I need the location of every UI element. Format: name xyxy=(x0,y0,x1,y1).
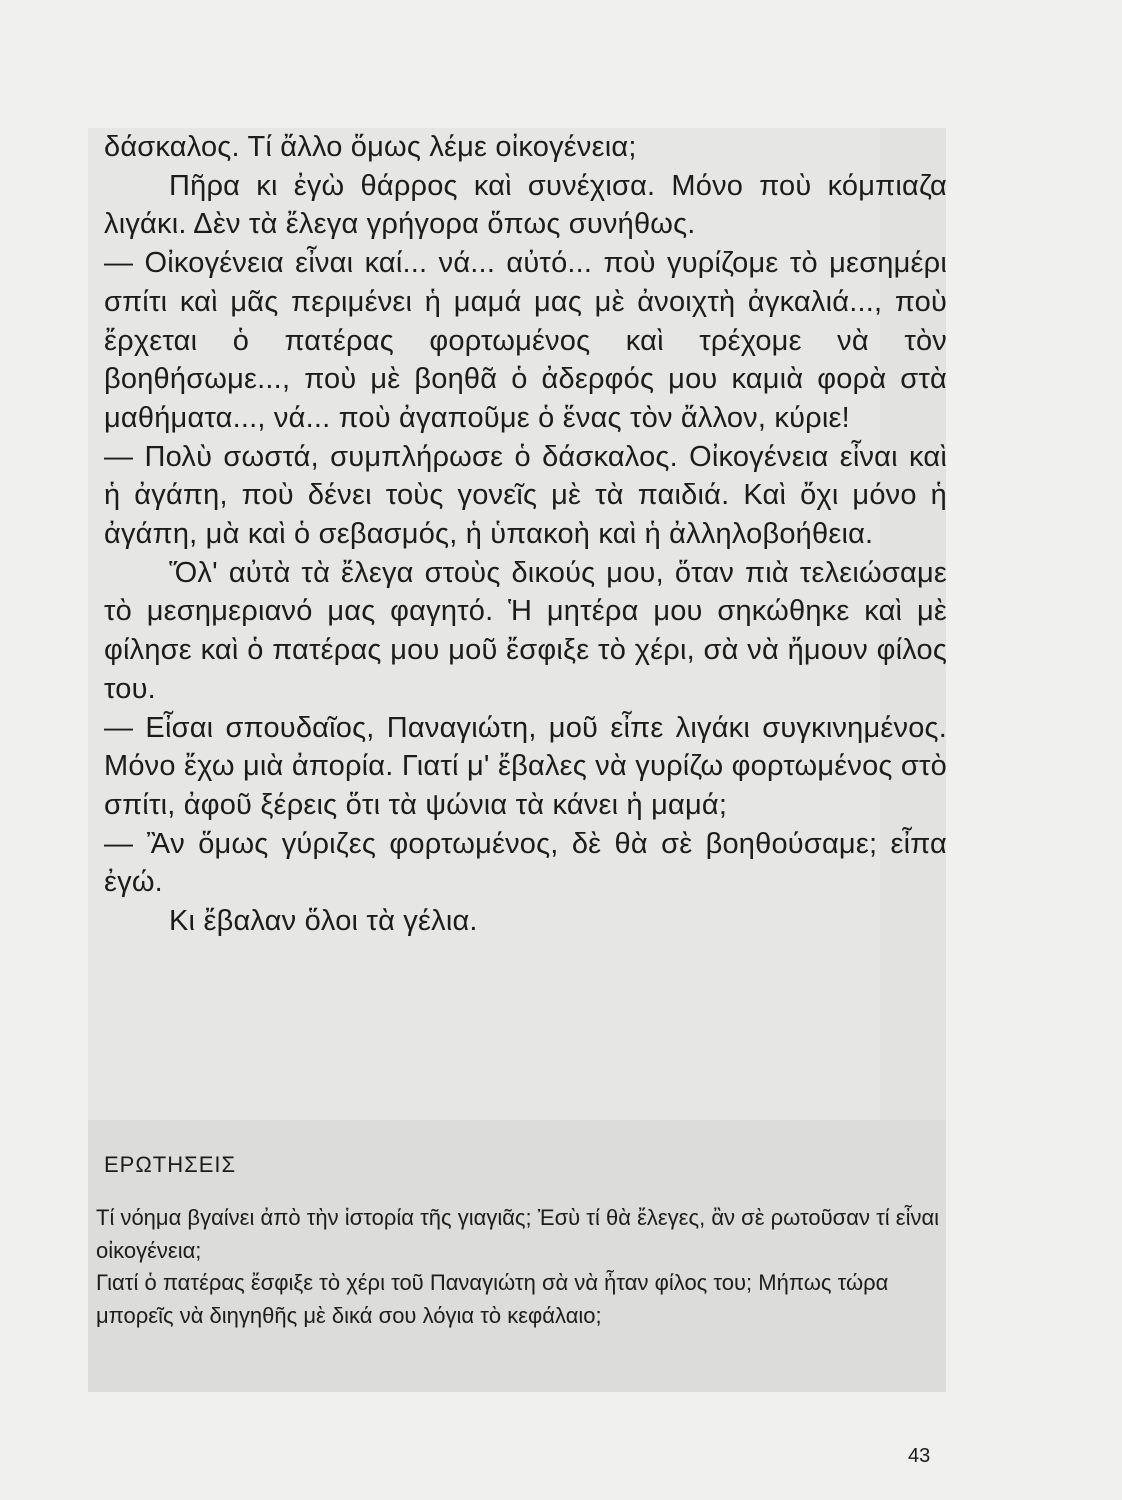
paragraph: δάσκαλος. Τί ἄλλο ὅμως λέμε οἰκογένεια; xyxy=(104,131,637,163)
story-text xyxy=(104,128,947,941)
page-number: 43 xyxy=(908,1445,931,1467)
question-item: Τί νόημα βγαίνει ἀπὸ τὴν ἱστορία τῆς γιαγιᾶς; Ἐσὺ τί θὰ ἔλεγες, ἂν σὲ ρωτοῦσαν τί εἶναι οἰκογένεια; xyxy=(96,1205,940,1263)
paragraph: — Οἰκογένεια εἶναι καί... νά... αὐτό... ποὺ γυρίζομε τὸ μεσημέρι σπίτι καὶ μᾶς περιμένει ἡ μαμά μας μὲ ἀνοιχτὴ ἀγκαλιά..., ποὺ ἔρχεται ὁ πατέρας φορτωμένος καὶ τρέχομε νὰ τὸν βοηθήσωμε..., ποὺ μὲ βοηθᾶ ὁ ἀδερφός μου καμιὰ φορὰ στὰ μαθήματα..., νά... ποὺ ἀγαποῦμε ὁ ἕνας τὸν ἄλλον, κύριε! xyxy=(104,247,947,434)
paragraph: Ὅλ' αὐτὰ τὰ ἔλεγα στοὺς δικούς μου, ὅταν πιὰ τελειώσαμε τὸ μεσημεριανό μας φαγητό. Ἡ μητέρα μου σηκώθηκε καὶ μὲ φίλησε καὶ ὁ πατέρας μου μοῦ ἔσφιξε τὸ χέρι, σὰ νὰ ἤμουν φίλος του. xyxy=(104,556,947,705)
paragraph: Κι ἔβαλαν ὅλοι τὰ γέλια. xyxy=(169,905,478,938)
paragraph: Πῆρα κι ἐγὼ θάρρος καὶ συνέχισα. Μόνο ποὺ κόμπιαζα λιγάκι. Δὲν τὰ ἔλεγα γρήγορα ὅπως συνήθως. xyxy=(104,169,947,241)
paragraph: — Εἶσαι σπουδαῖος, Παναγιώτη, μοῦ εἶπε λιγάκι συγκινημένος. Μόνο ἔχω μιὰ ἀπορία. Γιατί μ' ἔβαλες νὰ γυρίζω φορτωμένος στὸ σπίτι, ἀφοῦ ξέρεις ὅτι τὰ ψώνια τὰ κάνει ἡ μαμά; xyxy=(104,711,947,821)
question-item: Γιατί ὁ πατέρας ἔσφιξε τὸ χέρι τοῦ Παναγιώτη σὰ νὰ ἦταν φίλος του; Μήπως τώρα μπορεῖς νὰ διηγηθῆς μὲ δικά σου λόγια τὸ κεφάλαιο; xyxy=(96,1270,889,1328)
paragraph: — Ἂν ὅμως γύριζες φορτωμένος, δὲ θὰ σὲ βοηθούσαμε; εἶπα ἐγώ. xyxy=(104,827,947,899)
questions-list xyxy=(96,1202,946,1332)
paragraph: — Πολὺ σωστά, συμπλήρωσε ὁ δάσκαλος. Οἰκογένεια εἶναι καὶ ἡ ἀγάπη, ποὺ δένει τοὺς γονεῖς μὲ τὰ παιδιά. Καὶ ὄχι μόνο ἡ ἀγάπη, μὰ καὶ ὁ σεβασμός, ἡ ὑπακοὴ καὶ ἡ ἀλληλοβοήθεια. xyxy=(104,440,947,551)
questions-title: ΕΡΩΤΗΣΕΙΣ xyxy=(104,1152,237,1177)
